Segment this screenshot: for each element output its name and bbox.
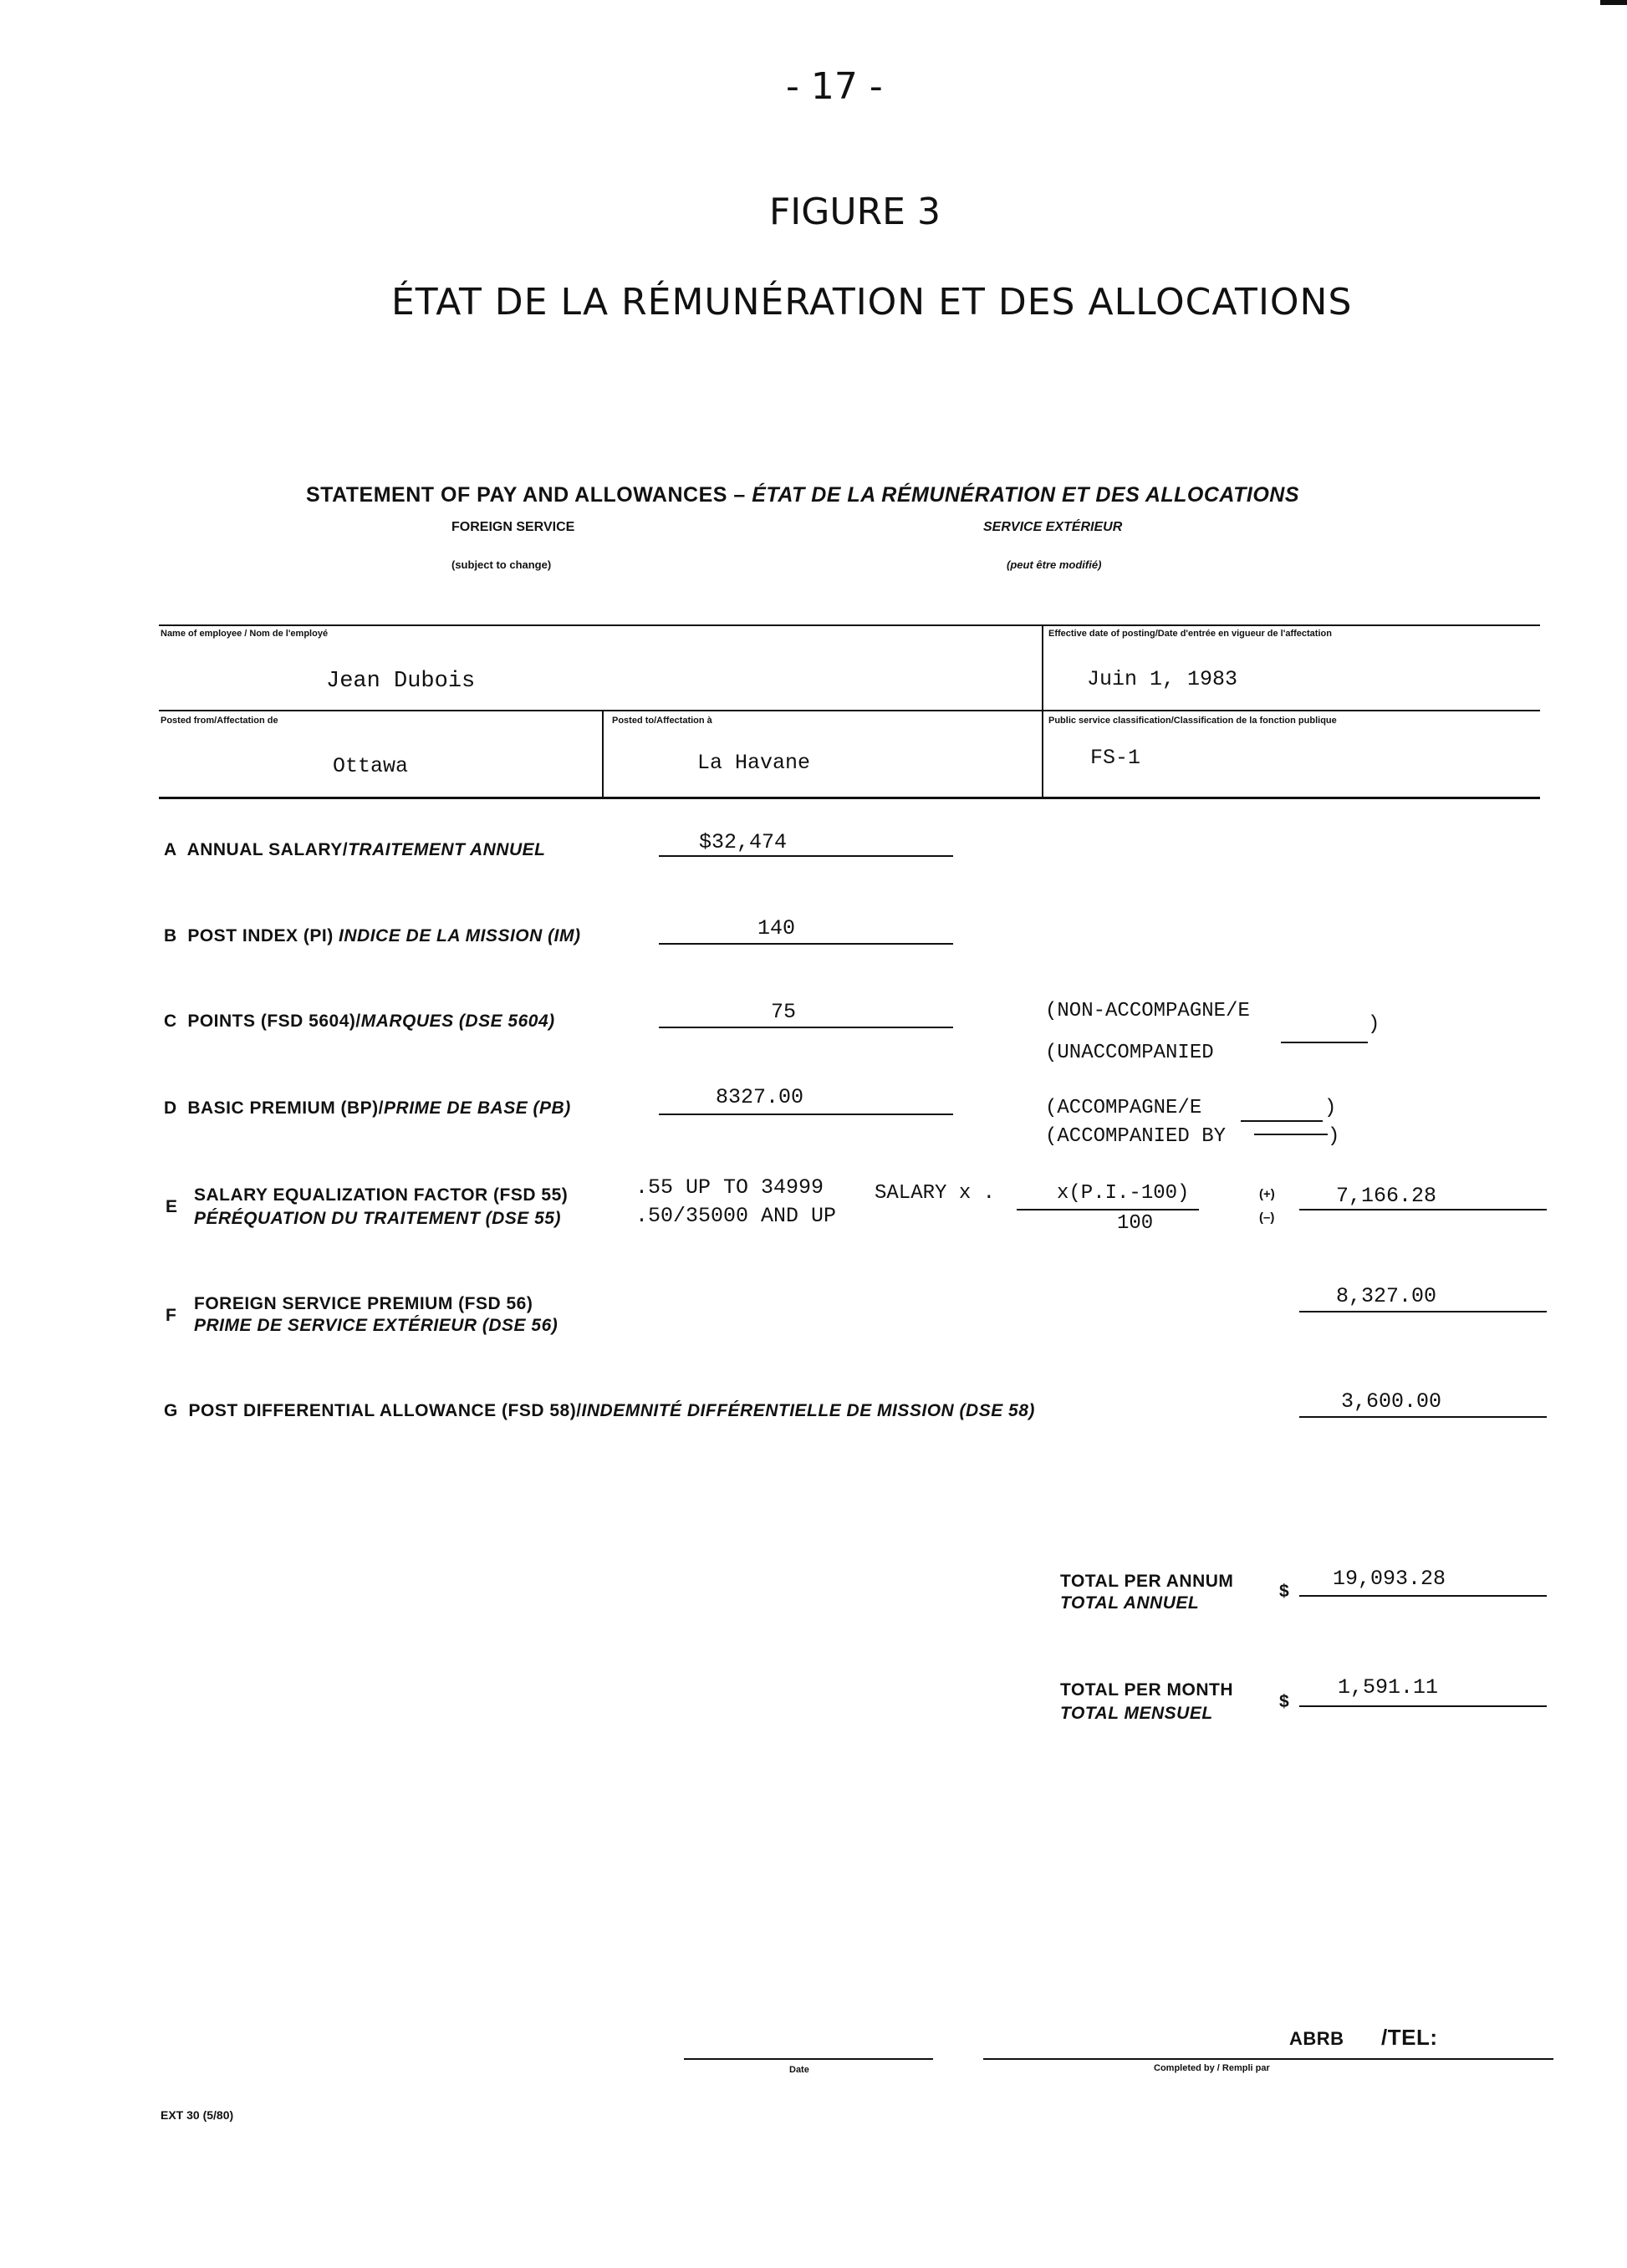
total-month-currency: $: [1279, 1692, 1290, 1711]
completed-by-rule: [983, 2058, 1553, 2060]
figure-subtitle: ÉTAT DE LA RÉMUNÉRATION ET DES ALLOCATIONS: [391, 281, 1353, 324]
line-c-label: [164, 1012, 555, 1032]
line-d-note-1-rule: [1241, 1120, 1323, 1122]
line-f-label-en: FOREIGN SERVICE PREMIUM (FSD 56): [194, 1294, 533, 1313]
line-e-formula-top: x(P.I.-100): [1057, 1182, 1190, 1205]
tel-label: /TEL:: [1381, 2025, 1438, 2050]
line-e-letter: E: [166, 1197, 178, 1216]
classification-label: Public service classification/Classification de la fonction publique: [1048, 716, 1337, 726]
line-f-label-fr: PRIME DE SERVICE EXTÉRIEUR (DSE 56): [194, 1316, 558, 1335]
total-annum-fr: TOTAL ANNUEL: [1060, 1593, 1200, 1613]
line-e-plus: (+): [1259, 1187, 1275, 1201]
line-a-rule: [659, 855, 953, 857]
line-b-label-fr: INDICE DE LA MISSION (IM): [339, 926, 581, 945]
line-g-label-fr: INDEMNITÉ DIFFÉRENTIELLE DE MISSION (DSE 58): [581, 1401, 1035, 1420]
line-g-value: 3,600.00: [1341, 1389, 1442, 1414]
box-divider-right: [1042, 624, 1043, 797]
line-e-salary-rule: [1017, 1209, 1060, 1210]
service-fr: SERVICE EXTÉRIEUR: [983, 520, 1123, 534]
line-e-label-en: SALARY EQUALIZATION FACTOR (FSD 55): [194, 1185, 569, 1205]
line-c-label-en: POINTS (FSD 5604)/: [187, 1012, 361, 1031]
line-g-label-en: POST DIFFERENTIAL ALLOWANCE (FSD 58)/: [188, 1401, 582, 1420]
form-title-en: STATEMENT OF PAY AND ALLOWANCES –: [306, 483, 746, 507]
line-a-value: $32,474: [699, 830, 788, 854]
line-a-letter: A: [164, 840, 177, 859]
line-e-rate-1: .55 UP TO 34999: [635, 1175, 824, 1200]
line-d-note-2-close: ): [1328, 1125, 1340, 1148]
box-divider-middle: [602, 710, 604, 797]
line-e-rule: [1299, 1209, 1547, 1210]
line-b-letter: B: [164, 926, 177, 945]
line-g-rule: [1299, 1416, 1547, 1418]
line-c-note-2: (UNACCOMPANIED: [1045, 1042, 1214, 1064]
line-a-label-en: ANNUAL SALARY/: [186, 840, 349, 859]
abrb-label: ABRB: [1289, 2028, 1344, 2049]
line-a-label-fr: TRAITEMENT ANNUEL: [348, 840, 546, 859]
total-annum-rule: [1299, 1595, 1547, 1597]
line-e-label-fr: PÉRÉQUATION DU TRAITEMENT (DSE 55): [194, 1209, 561, 1228]
line-e-formula-rule: [1057, 1209, 1199, 1210]
effective-date-label: Effective date of posting/Date d'entrée en vigueur de l'affectation: [1048, 629, 1332, 639]
line-c-label-fr: MARQUES (DSE 5604): [360, 1012, 555, 1031]
line-f-rule: [1299, 1311, 1547, 1312]
line-e-formula-bottom: 100: [1117, 1212, 1154, 1235]
service-en: FOREIGN SERVICE: [451, 520, 575, 534]
classification-value: FS-1: [1090, 746, 1141, 770]
line-c-note-rule: [1281, 1042, 1368, 1043]
scan-edge-mark: [1600, 0, 1627, 5]
date-rule: [684, 2058, 933, 2060]
line-d-letter: D: [164, 1098, 177, 1118]
posted-to-value: La Havane: [697, 751, 811, 775]
line-f-value: 8,327.00: [1336, 1284, 1437, 1308]
posted-from-label: Posted from/Affectation de: [161, 716, 278, 726]
line-g-label: [164, 1401, 1035, 1421]
employee-value: Jean Dubois: [326, 669, 476, 694]
line-e-salary: SALARY x .: [875, 1182, 996, 1205]
line-d-note-1-close: ): [1324, 1097, 1337, 1119]
line-d-note-2: (ACCOMPANIED BY: [1045, 1125, 1227, 1148]
effective-date-value: Juin 1, 1983: [1087, 667, 1238, 691]
total-annum-en: TOTAL PER ANNUM: [1060, 1572, 1234, 1591]
line-c-rule: [659, 1027, 953, 1028]
total-month-rule: [1299, 1705, 1547, 1707]
form-title: [306, 483, 1299, 507]
line-d-label-en: BASIC PREMIUM (BP)/: [187, 1098, 385, 1118]
line-b-value: 140: [757, 916, 796, 940]
total-month-fr: TOTAL MENSUEL: [1060, 1704, 1213, 1723]
line-d-label-fr: PRIME DE BASE (PB): [384, 1098, 571, 1118]
line-d-note-2-rule: [1254, 1134, 1328, 1135]
line-c-note-1-close: ): [1368, 1013, 1380, 1036]
peut-etre-modifie: (peut être modifié): [1007, 558, 1102, 571]
line-g-letter: G: [164, 1401, 178, 1420]
form-title-fr: ÉTAT DE LA RÉMUNÉRATION ET DES ALLOCATIONS: [752, 483, 1300, 507]
total-annum-currency: $: [1279, 1582, 1290, 1601]
line-c-note-1: (NON-ACCOMPAGNE/E: [1045, 1000, 1250, 1022]
box-top-rule: [159, 624, 1540, 626]
total-annum-value: 19,093.28: [1333, 1567, 1446, 1591]
line-d-note-1: (ACCOMPAGNE/E: [1045, 1097, 1202, 1119]
form-code: EXT 30 (5/80): [161, 2108, 234, 2122]
total-month-value: 1,591.11: [1338, 1675, 1439, 1700]
line-d-rule: [659, 1114, 953, 1115]
line-b-label-en: POST INDEX (PI): [187, 926, 334, 945]
total-month-en: TOTAL PER MONTH: [1060, 1680, 1233, 1700]
figure-title: FIGURE 3: [769, 191, 941, 233]
box-bottom-rule: [159, 797, 1540, 799]
line-b-label: [164, 926, 580, 946]
line-d-value: 8327.00: [716, 1085, 804, 1109]
page-number: - 17 -: [786, 65, 883, 108]
line-e-rate-2: .50/35000 AND UP: [635, 1204, 837, 1228]
subject-to-change: (subject to change): [451, 558, 552, 571]
line-c-value: 75: [771, 1000, 797, 1024]
employee-label: Name of employee / Nom de l'employé: [161, 629, 329, 639]
line-e-value: 7,166.28: [1336, 1184, 1437, 1208]
box-mid-rule: [159, 710, 1540, 711]
completed-by-label: Completed by / Rempli par: [1154, 2063, 1270, 2073]
line-b-rule: [659, 943, 953, 945]
line-d-label: [164, 1098, 571, 1119]
line-a-label: [164, 840, 545, 860]
posted-from-value: Ottawa: [333, 754, 409, 778]
date-label: Date: [789, 2065, 809, 2075]
posted-to-label: Posted to/Affectation à: [612, 716, 712, 726]
line-f-letter: F: [166, 1306, 177, 1325]
line-c-letter: C: [164, 1012, 177, 1031]
line-e-minus: (–): [1259, 1210, 1275, 1225]
